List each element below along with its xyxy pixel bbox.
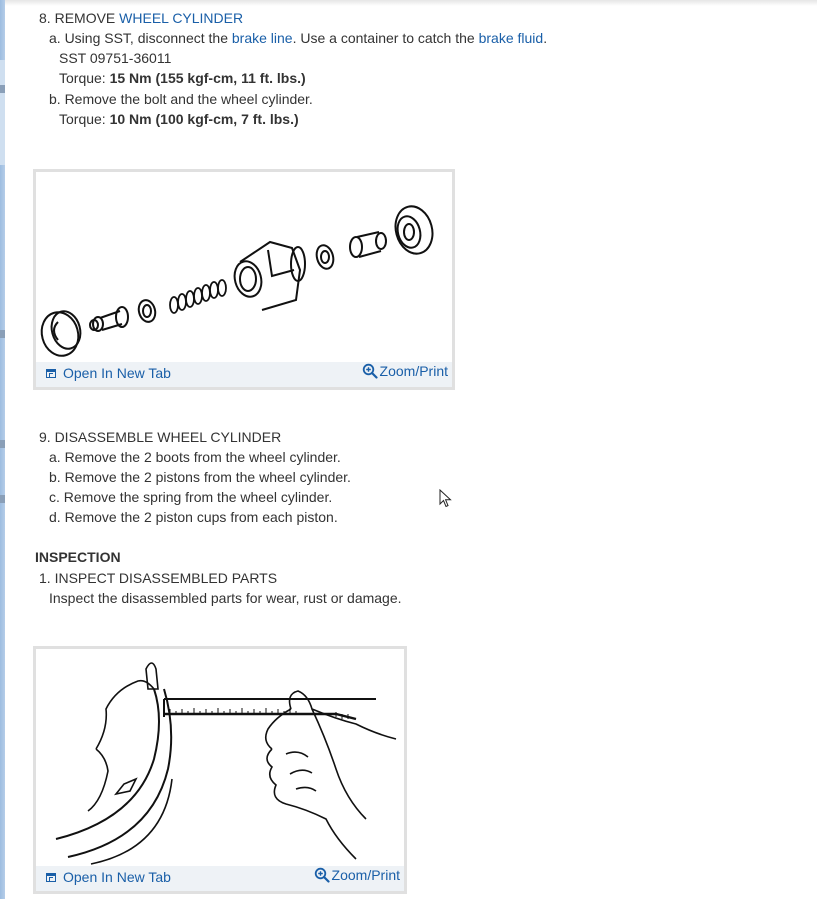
step8-a-sst: SST 09751-36011	[59, 50, 172, 66]
brake-shoe-measurement-illustration[interactable]	[36, 649, 404, 867]
mouse-pointer-icon	[439, 489, 453, 509]
wheel-cylinder-link[interactable]: WHEEL CYLINDER	[119, 10, 244, 26]
zoom-in-icon	[314, 867, 330, 883]
figure-footer	[36, 866, 404, 891]
open-in-new-tab-button[interactable]: Open In New Tab	[46, 365, 171, 381]
top-shadow	[0, 0, 817, 6]
figure-brake-shoe-measurement	[33, 646, 407, 894]
step9-item: b. Remove the 2 pistons from the wheel cylinder.	[49, 469, 351, 485]
step8-a-torque: Torque: 15 Nm (155 kgf-cm, 11 ft. lbs.)	[59, 70, 306, 86]
figure-footer	[36, 362, 452, 387]
inspection-step1-text: Inspect the disassembled parts for wear, rust or damage.	[49, 590, 402, 606]
step8-b-torque: Torque: 10 Nm (100 kgf-cm, 7 ft. lbs.)	[59, 111, 299, 127]
zoom-print-button[interactable]: Zoom/Print	[362, 363, 448, 379]
open-in-new-tab-button[interactable]: Open In New Tab	[46, 869, 171, 885]
left-panel-edge	[0, 0, 5, 899]
step9-item: d. Remove the 2 piston cups from each piston.	[49, 509, 338, 525]
torque-value: 15 Nm (155 kgf-cm, 11 ft. lbs.)	[109, 70, 306, 86]
open-new-tab-icon	[46, 873, 56, 882]
inspection-step1-title: 1. INSPECT DISASSEMBLED PARTS	[39, 570, 278, 586]
zoom-print-button[interactable]: Zoom/Print	[314, 867, 400, 883]
step8-title: 8. REMOVE WHEEL CYLINDER	[39, 10, 244, 26]
zoom-in-icon	[362, 363, 378, 379]
brake-fluid-link[interactable]: brake fluid	[478, 30, 544, 46]
step9-item: a. Remove the 2 boots from the wheel cylinder.	[49, 449, 341, 465]
step8-a-text: a. Using SST, disconnect the brake line. Use a container to catch the brake fluid.	[49, 30, 548, 46]
wheel-cylinder-exploded-illustration[interactable]	[36, 172, 452, 362]
open-new-tab-icon	[46, 369, 56, 378]
brake-line-link[interactable]: brake line	[231, 30, 293, 46]
figure-wheel-cylinder-exploded	[33, 169, 455, 390]
step9-item: c. Remove the spring from the wheel cylinder.	[49, 489, 333, 505]
inspection-heading: INSPECTION	[35, 549, 121, 565]
step8-b-text: b. Remove the bolt and the wheel cylinder.	[49, 91, 313, 107]
torque-value: 10 Nm (100 kgf-cm, 7 ft. lbs.)	[109, 111, 299, 127]
step9-title: 9. DISASSEMBLE WHEEL CYLINDER	[39, 429, 282, 445]
